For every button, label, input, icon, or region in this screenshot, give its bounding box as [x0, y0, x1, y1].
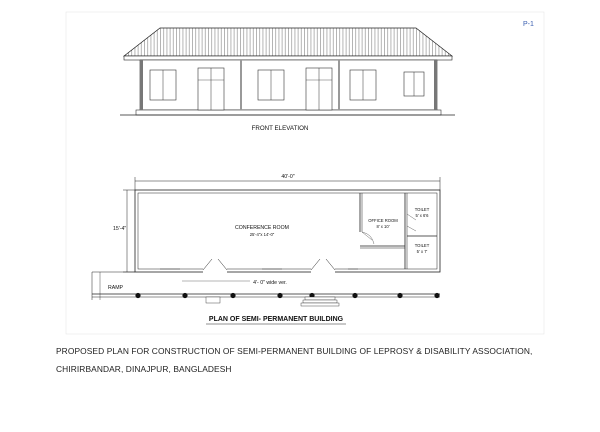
toilet-lower-size: 5' x 7' [416, 249, 428, 254]
door-opening [311, 268, 335, 273]
office-room-name: OFFICE ROOM [368, 218, 398, 223]
elevation-title: FRONT ELEVATION [251, 125, 309, 132]
verandah-column [434, 293, 439, 298]
page-number: P-1 [523, 21, 534, 28]
elevation-wall [140, 60, 437, 110]
overall-depth-label: 15'-4" [113, 226, 127, 232]
verandah-column [277, 293, 282, 298]
office-room-size: 8' x 10' [376, 224, 390, 229]
elevation-door [198, 68, 224, 110]
elevation-window [150, 70, 176, 100]
conference-room-size: 25'-4"x 14'-0" [249, 232, 275, 237]
overall-width-label: 40'-0" [281, 174, 295, 180]
inner-wall [138, 193, 437, 269]
elevation-post [338, 60, 340, 110]
elevation-plinth [136, 110, 441, 115]
ramp-label: RAMP [108, 285, 123, 291]
entrance-steps [301, 297, 339, 306]
elevation-window [404, 72, 424, 96]
roof-fascia [124, 56, 452, 60]
floor-plan [92, 174, 440, 324]
verandah-column [230, 293, 235, 298]
elevation-post [240, 60, 242, 110]
caption-line-2: CHIRIRBANDAR, DINAJPUR, BANGLADESH [56, 364, 232, 374]
caption-line-1: PROPOSED PLAN FOR CONSTRUCTION OF SEMI-PERMANENT BUILDING OF LEPROSY & DISABILITY ASSOCIATION, [56, 346, 533, 356]
elevation-window [350, 70, 376, 100]
toilet-upper-name: TOILET [414, 207, 430, 212]
plan-title: PLAN OF SEMI- PERMANENT BUILDING [208, 316, 344, 323]
toilet-upper-size: 5' x 6'6 [415, 213, 429, 218]
verandah-column [352, 293, 357, 298]
verandah-column [135, 293, 140, 298]
verandah-column [182, 293, 187, 298]
verandah-label: 4'- 0" wide ver. [253, 280, 287, 286]
elevation-post [140, 60, 143, 110]
verandah-column [397, 293, 402, 298]
elevation-window [258, 70, 284, 100]
front-step-small [206, 297, 220, 303]
roof [124, 28, 452, 56]
elevation-post [434, 60, 437, 110]
office-door-swing [362, 232, 374, 244]
elevation-door [306, 68, 332, 110]
outer-wall [135, 190, 440, 272]
front-elevation [120, 28, 455, 132]
conference-room-name: CONFERENCE ROOM [235, 225, 289, 231]
toilet-lower-name: TOILET [414, 243, 430, 248]
door-opening [203, 268, 227, 273]
